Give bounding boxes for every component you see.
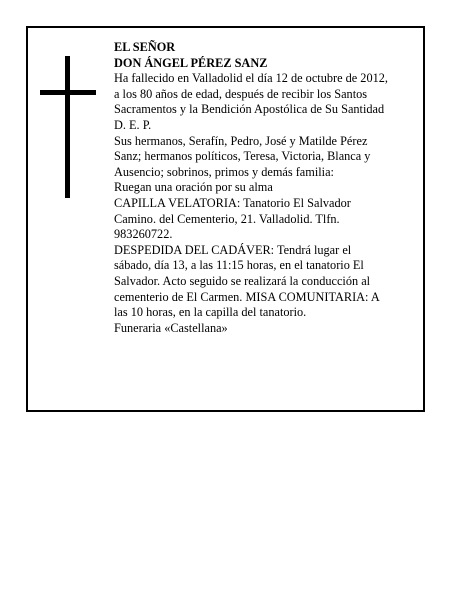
notice-line: cementerio de El Carmen. MISA COMUNITARIA: A [114,289,380,304]
notice-line: sábado, día 13, a las 11:15 horas, en el tanatorio El [114,258,364,273]
notice-line: Ausencio; sobrinos, primos y demás familia: [114,164,334,179]
notice-line: Funeraria «Castellana» [114,320,228,335]
notice-line: Sanz; hermanos políticos, Teresa, Victoria, Blanca y [114,149,371,164]
obituary-notice [26,26,425,412]
notice-line: a los 80 años de edad, después de recibir los Santos [114,86,368,101]
deceased-name: DON ÁNGEL PÉREZ SANZ [114,55,268,70]
notice-line: Camino. del Cementerio, 21. Valladolid. Tlfn. [114,211,340,226]
cross-icon [40,56,96,198]
notice-line: DESPEDIDA DEL CADÁVER: Tendrá lugar el [114,242,352,257]
notice-heading: EL SEÑOR [114,40,176,54]
notice-line: Salvador. Acto seguido se realizará la conducción al [114,273,371,288]
cross-vertical-bar [65,56,70,198]
notice-line: Sus hermanos, Serafín, Pedro, José y Matilde Pérez [114,133,368,148]
notice-line: CAPILLA VELATORIA: Tanatorio El Salvador [114,195,351,210]
notice-line: las 10 horas, en la capilla del tanatorio. [114,305,307,320]
notice-line: Sacramentos y la Bendición Apostólica de Su Santidad [114,102,385,117]
notice-text [114,40,422,336]
notice-line: 983260722. [114,227,173,242]
cross-horizontal-bar [40,90,96,95]
notice-line: Ruegan una oración por su alma [114,180,273,195]
notice-line: D. E. P. [114,117,152,132]
notice-line: Ha fallecido en Valladolid el día 12 de octubre de 2012, [114,71,388,86]
